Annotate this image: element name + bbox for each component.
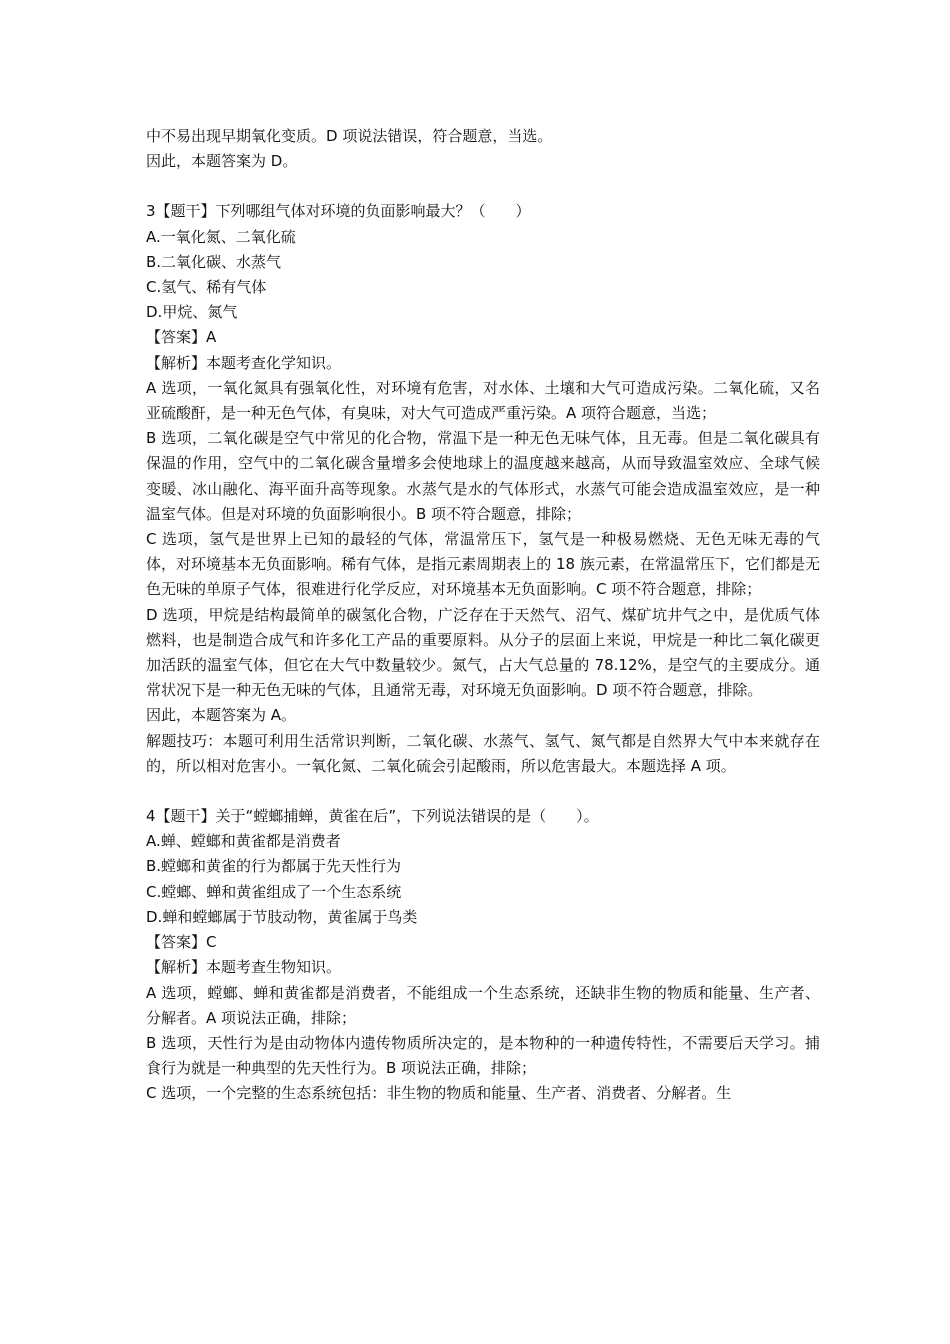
question-3 [146,199,820,779]
question-3-conclusion: 因此，本题答案为 A。 [146,706,297,725]
question-3-analysis-c: C 选项，氢气是世界上已知的最轻的气体，常温常压下，氢气是一种极易燃烧、无色无味无毒的气体，对环境基本无负面影响。稀有气体，是指元素周期表上的 18 族元素，在常温常压下，它们都是无色无味的单原子气体，很难进行化学反应，对环境基本无负面影响。C 项不符合题意，排除； [146,530,820,599]
question-4-analysis-a: A 选项，螳螂、蝉和黄雀都是消费者，不能组成一个生态系统，还缺非生物的物质和能量、生产者、分解者。A 项说法正确，排除； [146,983,820,1027]
question-3-analysis-a: A 选项，一氧化氮具有强氧化性，对环境有危害，对水体、土壤和大气可造成污染。二氧化硫，又名亚硫酸酐，是一种无色气体，有臭味，对大气可造成严重污染。A 项符合题意，当选； [146,378,820,423]
question-4-analysis-c: C 选项，一个完整的生态系统包括：非生物的物质和能量、生产者、消费者、分解者。生 [146,1084,732,1103]
question-4-stem: 4【题干】关于“螳螂捕蝉，黄雀在后”，下列说法错误的是（ ）。 [146,807,599,826]
blank-line [146,174,820,199]
question-4-analysis-b: B 选项，天性行为是由动物体内遗传物质所决定的，是本物种的一种遗传特性，不需要后天学习。捕食行为就是一种典型的先天性行为。B 项说法正确，排除； [146,1033,820,1078]
question-3-option-d: D.甲烷、氮气 [146,303,238,322]
question-3-analysis-b: B 选项，二氧化碳是空气中常见的化合物，常温下是一种无色无味气体，且无毒。但是二氧化碳具有保温的作用，空气中的二氧化碳含量增多会使地球上的温度越来越高，从而导致温室效应、全球气候变暖、冰山融化、海平面升高等现象。水蒸气是水的气体形式，水蒸气可能会造成温室效应，是一种温室气体。但是对环境的负面影响很小。B 项不符合题意，排除； [146,429,820,523]
question-3-option-b: B.二氧化碳、水蒸气 [146,252,282,271]
question-4-option-c: C.螳螂、蝉和黄雀组成了一个生态系统 [146,882,402,901]
blank-line [146,779,820,804]
question-3-answer: 【答案】A [146,328,217,347]
question-4-option-b: B.螳螂和黄雀的行为都属于先天性行为 [146,857,402,876]
question-3-analysis-d: D 选项，甲烷是结构最简单的碳氢化合物，广泛存在于天然气、沼气、煤矿坑井气之中，是优质气体燃料，也是制造合成气和许多化工产品的重要原料。从分子的层面上来说，甲烷是一种比二氧化碳更加活跃的温室气体，但它在大气中数量较少。氮气，占大气总量的 78.12%，是空气的主要成分。通常状况下是一种无色无味的气体，且通常无毒，对环境无负面影响。D 项不符合题意，排除。 [146,605,820,700]
question-3-option-a: A.一氧化氮、二氧化硫 [146,227,296,246]
question-4 [146,804,820,1106]
question-3-analysis-title: 【解析】本题考查化学知识。 [146,353,342,372]
question-3-stem: 3【题干】下列哪组气体对环境的负面影响最大？（ ） [146,202,531,221]
question-4-analysis-title: 【解析】本题考查生物知识。 [146,958,342,977]
document-page [146,124,820,1107]
intro-line: 中不易出现早期氧化变质。D 项说法错误，符合题意，当选。 [146,127,553,145]
question-3-option-c: C.氢气、稀有气体 [146,278,267,297]
question-3-tip: 解题技巧：本题可利用生活常识判断，二氧化碳、水蒸气、氢气、氮气都是自然界大气中本来就存在的，所以相对危害小。一氧化氮、二氧化硫会引起酸雨，所以危害最大。本题选择 A 项。 [146,731,820,775]
question-4-option-d: D.蝉和螳螂属于节肢动物，黄雀属于鸟类 [146,907,418,926]
question-4-answer: 【答案】C [146,933,217,952]
question-4-option-a: A.蝉、螳螂和黄雀都是消费者 [146,832,341,851]
intro-conclusion: 因此，本题答案为 D。 [146,152,298,171]
